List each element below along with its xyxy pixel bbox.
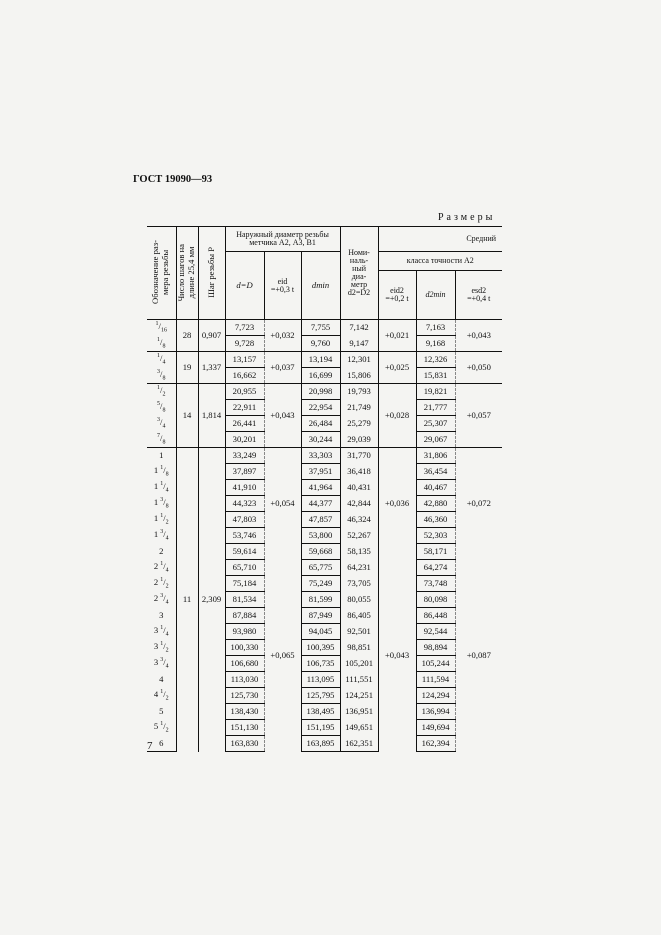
dmin-value: 44,377 — [301, 496, 340, 512]
size-designation: $^1/_{16}$ — [147, 320, 176, 336]
section-label: Размеры — [438, 212, 496, 223]
size-designation: 2 $^3/_4$ — [147, 592, 176, 608]
outer-diameter: 41,910 — [225, 480, 264, 496]
d2min-value: 92,544 — [416, 624, 455, 640]
header-dmin: dmin — [301, 252, 340, 320]
dmin-value: 30,244 — [301, 432, 340, 448]
d2min-value: 36,454 — [416, 464, 455, 480]
outer-diameter: 81,534 — [225, 592, 264, 608]
dmin-value: 113,095 — [301, 672, 340, 688]
nominal-diameter: 31,770 — [340, 448, 378, 464]
eid-value: +0,054 — [264, 448, 301, 560]
nominal-diameter: 136,951 — [340, 704, 378, 720]
size-designation: 4 — [147, 672, 176, 688]
header-eid2: eid2 =+0,2 t — [378, 271, 416, 320]
dmin-value: 81,599 — [301, 592, 340, 608]
d2min-value: 136,994 — [416, 704, 455, 720]
header-d: d=D — [225, 252, 264, 320]
thread-pitch: 1,814 — [198, 384, 225, 448]
esd2-value: +0,072 — [455, 448, 502, 560]
document-header: ГОСТ 19090—93 — [133, 174, 213, 185]
dmin-value: 16,699 — [301, 368, 340, 384]
nominal-diameter: 98,851 — [340, 640, 378, 656]
threads-per-inch: 14 — [176, 384, 198, 448]
nominal-diameter: 86,405 — [340, 608, 378, 624]
nominal-diameter: 40,431 — [340, 480, 378, 496]
nominal-diameter: 105,201 — [340, 656, 378, 672]
outer-diameter: 33,249 — [225, 448, 264, 464]
nominal-diameter: 64,231 — [340, 560, 378, 576]
eid2-value: +0,036 — [378, 448, 416, 560]
dmin-value: 37,951 — [301, 464, 340, 480]
size-designation: 4 $^1/_2$ — [147, 688, 176, 704]
size-designation: 1 $^3/_4$ — [147, 528, 176, 544]
outer-diameter: 44,323 — [225, 496, 264, 512]
eid2-value: +0,025 — [378, 352, 416, 384]
size-designation: 1 $^1/_4$ — [147, 480, 176, 496]
size-designation: 3 — [147, 608, 176, 624]
size-designation: $^1/_8$ — [147, 336, 176, 352]
d2min-value: 25,307 — [416, 416, 455, 432]
nominal-diameter: 9,147 — [340, 336, 378, 352]
size-designation: $^3/_4$ — [147, 416, 176, 432]
size-designation: $^7/_8$ — [147, 432, 176, 448]
d2min-value: 31,806 — [416, 448, 455, 464]
d2min-value: 162,394 — [416, 736, 455, 752]
size-designation: 1 $^1/_8$ — [147, 464, 176, 480]
outer-diameter: 59,614 — [225, 544, 264, 560]
dmin-value: 100,395 — [301, 640, 340, 656]
d2min-value: 149,694 — [416, 720, 455, 736]
esd2-value: +0,043 — [466, 330, 491, 341]
size-designation: 1 $^1/_2$ — [147, 512, 176, 528]
outer-diameter: 163,830 — [225, 736, 264, 752]
nominal-diameter: 149,651 — [340, 720, 378, 736]
dmin-value: 151,195 — [301, 720, 340, 736]
header-threads: Число шагов на длине 25,4 мм — [176, 227, 198, 320]
thread-pitch: 2,309 — [198, 448, 225, 752]
d2min-value: 40,467 — [416, 480, 455, 496]
size-designation: 1 — [147, 448, 176, 464]
eid2-value: +0,028 — [378, 384, 416, 448]
outer-diameter: 9,728 — [225, 336, 264, 352]
d2min-value: 42,880 — [416, 496, 455, 512]
esd2-value: +0,050 — [455, 352, 502, 384]
thread-dimensions-table — [147, 226, 502, 752]
d2min-value: 58,171 — [416, 544, 455, 560]
nominal-diameter: 162,351 — [340, 736, 378, 752]
d2min-value: 73,748 — [416, 576, 455, 592]
dmin-value: 106,735 — [301, 656, 340, 672]
size-designation: 3 $^1/_4$ — [147, 624, 176, 640]
d2min-value: 124,294 — [416, 688, 455, 704]
table-row — [147, 384, 502, 400]
nominal-diameter: 73,705 — [340, 576, 378, 592]
nominal-diameter: 46,324 — [340, 512, 378, 528]
d2min-value: 111,594 — [416, 672, 455, 688]
page-number: 7 — [147, 740, 153, 752]
header-nominal: Номи- наль- ный диа- метр d2=D2 — [340, 227, 378, 320]
dmin-value: 7,755 — [301, 320, 340, 336]
size-designation: 2 $^1/_4$ — [147, 560, 176, 576]
header-mean-group: Средний — [378, 227, 502, 252]
dmin-value: 138,495 — [301, 704, 340, 720]
outer-diameter: 22,911 — [225, 400, 264, 416]
nominal-diameter: 29,039 — [340, 432, 378, 448]
nominal-diameter: 7,142 — [340, 320, 378, 336]
nominal-diameter: 80,055 — [340, 592, 378, 608]
outer-diameter: 37,897 — [225, 464, 264, 480]
esd2-value: +0,057 — [455, 384, 502, 448]
outer-diameter: 138,430 — [225, 704, 264, 720]
header-eid: eid =+0,3 t — [264, 252, 301, 320]
dmin-value: 75,249 — [301, 576, 340, 592]
outer-diameter: 75,184 — [225, 576, 264, 592]
d2min-value: 29,067 — [416, 432, 455, 448]
size-designation: 3 $^3/_4$ — [147, 656, 176, 672]
thread-pitch: 1,337 — [198, 352, 225, 384]
dmin-value: 163,895 — [301, 736, 340, 752]
d2min-value: 105,244 — [416, 656, 455, 672]
d2min-value: 21,777 — [416, 400, 455, 416]
size-designation: 2 — [147, 544, 176, 560]
outer-diameter: 53,746 — [225, 528, 264, 544]
nominal-diameter: 124,251 — [340, 688, 378, 704]
dmin-value: 65,775 — [301, 560, 340, 576]
d2min-value: 64,274 — [416, 560, 455, 576]
dmin-value: 9,760 — [301, 336, 340, 352]
outer-diameter: 65,710 — [225, 560, 264, 576]
threads-per-inch: 11 — [176, 448, 198, 752]
outer-diameter: 26,441 — [225, 416, 264, 432]
nominal-diameter: 15,806 — [340, 368, 378, 384]
outer-diameter: 13,157 — [225, 352, 264, 368]
dmin-value: 22,954 — [301, 400, 340, 416]
d2min-value: 86,448 — [416, 608, 455, 624]
header-pitch: Шаг резьбы P — [198, 227, 225, 320]
outer-diameter: 20,955 — [225, 384, 264, 400]
eid-value: +0,037 — [264, 352, 301, 384]
d2min-value: 98,894 — [416, 640, 455, 656]
dmin-value: 125,795 — [301, 688, 340, 704]
outer-diameter: 151,130 — [225, 720, 264, 736]
d2min-value: 80,098 — [416, 592, 455, 608]
d2min-value: 15,831 — [416, 368, 455, 384]
dmin-value: 20,998 — [301, 384, 340, 400]
table-row — [147, 448, 502, 464]
size-designation: 3 $^1/_2$ — [147, 640, 176, 656]
d2min-value: 7,163 — [416, 320, 455, 336]
nominal-diameter: 19,793 — [340, 384, 378, 400]
size-designation: $^1/_4$ — [147, 352, 176, 368]
size-designation: $^5/_8$ — [147, 400, 176, 416]
dmin-value: 13,194 — [301, 352, 340, 368]
d2min-value: 12,326 — [416, 352, 455, 368]
nominal-diameter: 36,418 — [340, 464, 378, 480]
nominal-diameter: 42,844 — [340, 496, 378, 512]
size-designation: $^3/_8$ — [147, 368, 176, 384]
nominal-diameter: 111,551 — [340, 672, 378, 688]
nominal-diameter: 92,501 — [340, 624, 378, 640]
outer-diameter: 113,030 — [225, 672, 264, 688]
header-d2min: d2min — [416, 271, 455, 320]
dmin-value: 26,484 — [301, 416, 340, 432]
size-designation: 1 $^3/_8$ — [147, 496, 176, 512]
outer-diameter: 87,884 — [225, 608, 264, 624]
dmin-value: 33,303 — [301, 448, 340, 464]
eid2-value: +0,043 — [378, 560, 416, 752]
threads-per-inch: 28 — [176, 320, 198, 352]
eid-value: +0,043 — [264, 384, 301, 448]
header-class: класса точности А2 — [378, 252, 502, 271]
nominal-diameter: 25,279 — [340, 416, 378, 432]
outer-diameter: 47,803 — [225, 512, 264, 528]
nominal-diameter: 52,267 — [340, 528, 378, 544]
d2min-value: 9,168 — [416, 336, 455, 352]
dmin-value: 53,800 — [301, 528, 340, 544]
size-designation: 2 $^1/_2$ — [147, 576, 176, 592]
table-row — [147, 352, 502, 368]
size-designation: 6 — [147, 736, 176, 752]
header-designation: Обозначение раз- мера резьбы — [147, 227, 176, 320]
threads-per-inch: 19 — [176, 352, 198, 384]
esd2-value: +0,087 — [466, 650, 491, 661]
size-designation: 5 — [147, 704, 176, 720]
outer-diameter: 100,330 — [225, 640, 264, 656]
header-outer-group: Наружный диаметр резьбы метчика А2, А3, В1 — [225, 227, 340, 252]
d2min-value: 46,360 — [416, 512, 455, 528]
size-designation: $^1/_2$ — [147, 384, 176, 400]
eid-value: +0,032 — [264, 320, 301, 352]
table-row — [147, 320, 502, 336]
dmin-value: 59,668 — [301, 544, 340, 560]
eid-value: +0,065 — [264, 560, 301, 752]
eid2-value: +0,021 — [378, 320, 416, 352]
d2min-value: 19,821 — [416, 384, 455, 400]
dmin-value: 87,949 — [301, 608, 340, 624]
size-designation: 5 $^1/_2$ — [147, 720, 176, 736]
outer-diameter: 125,730 — [225, 688, 264, 704]
nominal-diameter: 12,301 — [340, 352, 378, 368]
outer-diameter: 93,980 — [225, 624, 264, 640]
thread-pitch: 0,907 — [198, 320, 225, 352]
nominal-diameter: 21,749 — [340, 400, 378, 416]
header-esd2: esd2 =+0,4 t — [455, 271, 502, 320]
dmin-value: 47,857 — [301, 512, 340, 528]
dmin-value: 94,045 — [301, 624, 340, 640]
outer-diameter: 16,662 — [225, 368, 264, 384]
outer-diameter: 106,680 — [225, 656, 264, 672]
dmin-value: 41,964 — [301, 480, 340, 496]
outer-diameter: 7,723 — [225, 320, 264, 336]
nominal-diameter: 58,135 — [340, 544, 378, 560]
d2min-value: 52,303 — [416, 528, 455, 544]
outer-diameter: 30,201 — [225, 432, 264, 448]
